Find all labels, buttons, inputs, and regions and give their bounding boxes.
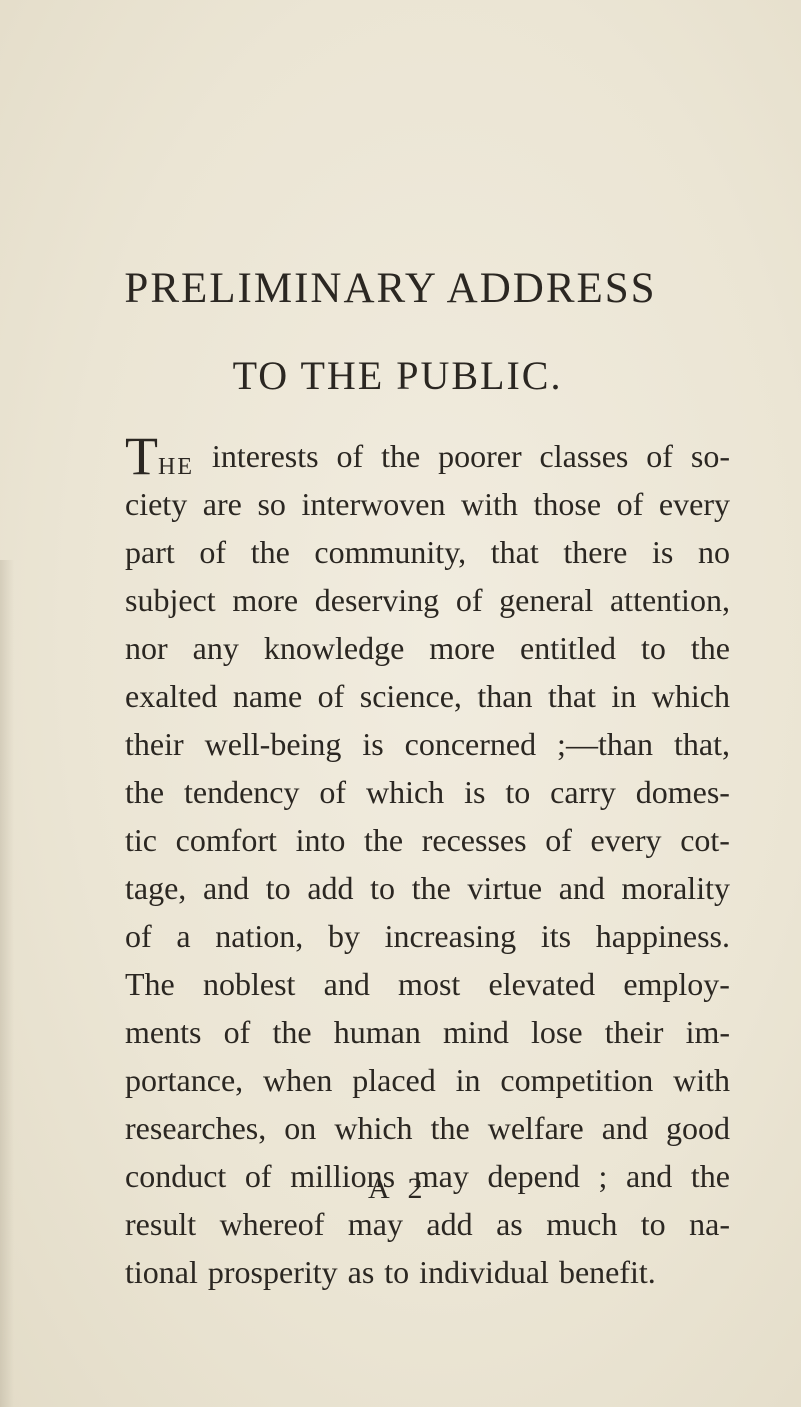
word: whereof	[219, 1206, 325, 1242]
word: The	[125, 966, 175, 1002]
word: the	[690, 1158, 730, 1194]
word: which	[365, 774, 445, 810]
word: its	[540, 918, 572, 954]
page-title: PRELIMINARY ADDRESS	[124, 265, 657, 312]
word: well-being	[204, 726, 342, 762]
word: there	[563, 534, 628, 570]
text-line	[125, 1008, 730, 1056]
word: of	[616, 486, 644, 522]
word: the	[430, 1110, 470, 1146]
word: of	[223, 1014, 251, 1050]
word: ;	[598, 1158, 608, 1194]
text-line	[125, 1248, 730, 1296]
dropcap-rest: HE	[158, 454, 194, 480]
word: in	[455, 1062, 481, 1098]
word: classes	[539, 438, 629, 474]
text-line	[125, 720, 730, 768]
word: deserving	[314, 582, 440, 618]
text-line	[125, 426, 730, 486]
word: than	[477, 678, 533, 714]
word: so	[257, 486, 286, 522]
text-line	[125, 768, 730, 816]
text-line	[125, 480, 730, 528]
word: interwoven	[301, 486, 446, 522]
word: and	[202, 870, 250, 906]
word: increasing	[384, 918, 517, 954]
word: every	[658, 486, 730, 522]
word: poorer	[438, 438, 522, 474]
word: their	[125, 726, 184, 762]
word: human	[333, 1014, 421, 1050]
word: to	[640, 1206, 666, 1242]
text-line	[125, 672, 730, 720]
word: the	[690, 630, 730, 666]
binding-shadow	[0, 560, 14, 1407]
word: to	[505, 774, 531, 810]
text-line	[125, 816, 730, 864]
word: part	[125, 534, 175, 570]
word: result	[125, 1206, 197, 1242]
text-line	[125, 1104, 730, 1152]
word: mind	[443, 1014, 509, 1050]
signature-mark: A 2	[368, 1172, 429, 1205]
word: to	[265, 870, 291, 906]
word: as	[496, 1206, 523, 1242]
word: when	[263, 1062, 333, 1098]
dropcap: T	[125, 426, 158, 486]
text-line	[125, 624, 730, 672]
word: of	[199, 534, 227, 570]
word: by	[327, 918, 360, 954]
word: that,	[673, 726, 730, 762]
word: most	[398, 966, 461, 1002]
word: and	[558, 870, 605, 906]
word: attention,	[609, 582, 730, 618]
word: general	[499, 582, 594, 618]
word: competition	[500, 1062, 654, 1098]
word: may	[413, 1158, 469, 1194]
body-paragraph	[125, 426, 730, 1296]
word: which	[334, 1110, 413, 1146]
word: of	[317, 678, 345, 714]
word: any	[192, 630, 239, 666]
word: the	[272, 1014, 312, 1050]
word: as	[347, 1254, 375, 1290]
word: ciety	[125, 486, 188, 522]
word: community,	[314, 534, 467, 570]
word: with	[673, 1062, 730, 1098]
word: concerned	[404, 726, 537, 762]
word: of	[455, 582, 483, 618]
word: are	[202, 486, 242, 522]
word: and	[323, 966, 370, 1002]
word: add	[426, 1206, 473, 1242]
word: to	[640, 630, 666, 666]
word: no	[697, 534, 730, 570]
word: welfare	[487, 1110, 584, 1146]
word: that	[547, 678, 596, 714]
word: much	[546, 1206, 618, 1242]
text-line	[125, 528, 730, 576]
word: portance,	[125, 1062, 244, 1098]
word: the	[411, 870, 451, 906]
word: recesses	[421, 822, 527, 858]
word: with	[461, 486, 518, 522]
word: researches,	[125, 1110, 267, 1146]
word: morality	[621, 870, 730, 906]
word: ;—than	[557, 726, 654, 762]
word: prosperity	[207, 1254, 338, 1290]
word: nation,	[215, 918, 304, 954]
word: of	[319, 774, 347, 810]
word: individual	[419, 1254, 549, 1290]
word: so-	[690, 438, 730, 474]
word: depend	[487, 1158, 580, 1194]
word: conduct	[125, 1158, 227, 1194]
word: of	[336, 438, 364, 474]
word: every	[590, 822, 662, 858]
text-line	[125, 1056, 730, 1104]
word: is	[651, 534, 674, 570]
word: of	[545, 822, 572, 858]
word: exalted	[125, 678, 218, 714]
dropcap-word	[125, 426, 194, 486]
word: good	[665, 1110, 730, 1146]
word: domes-	[635, 774, 730, 810]
word: to	[384, 1254, 410, 1290]
word: carry	[550, 774, 616, 810]
word: ments	[125, 1014, 202, 1050]
text-line	[125, 960, 730, 1008]
text-line	[125, 864, 730, 912]
word: millions	[290, 1158, 396, 1194]
word: subject	[125, 582, 216, 618]
word: nor	[125, 630, 168, 666]
word: into	[295, 822, 346, 858]
word: a	[176, 918, 191, 954]
word: of	[244, 1158, 272, 1194]
word: comfort	[175, 822, 277, 858]
word: is	[362, 726, 384, 762]
word: the	[250, 534, 290, 570]
word: cot-	[680, 822, 730, 858]
word: those	[533, 486, 602, 522]
word: entitled	[520, 630, 616, 666]
word: is	[464, 774, 486, 810]
word: on	[284, 1110, 317, 1146]
word: im-	[685, 1014, 730, 1050]
word: science,	[359, 678, 462, 714]
word: tendency	[184, 774, 300, 810]
word: employ-	[623, 966, 730, 1002]
word: elevated	[488, 966, 596, 1002]
word: and	[626, 1158, 673, 1194]
word: knowledge	[263, 630, 405, 666]
word: that	[490, 534, 539, 570]
word: na-	[689, 1206, 730, 1242]
text-line	[125, 912, 730, 960]
text-line	[125, 576, 730, 624]
word: tic	[125, 822, 157, 858]
word: of	[646, 438, 673, 474]
page-subtitle: TO THE PUBLIC.	[232, 353, 563, 398]
word: the	[363, 822, 404, 858]
word: placed	[352, 1062, 436, 1098]
word: tional	[125, 1254, 198, 1290]
word: in	[611, 678, 637, 714]
word: virtue	[467, 870, 543, 906]
word: noblest	[202, 966, 296, 1002]
word: of	[125, 918, 152, 954]
word: and	[601, 1110, 648, 1146]
word: more	[429, 630, 496, 666]
word: name	[232, 678, 303, 714]
word: their	[604, 1014, 664, 1050]
word: which	[651, 678, 730, 714]
word: the	[125, 774, 165, 810]
text-line	[125, 1200, 730, 1248]
word: lose	[531, 1014, 583, 1050]
word: the	[381, 438, 421, 474]
word: may	[347, 1206, 403, 1242]
word: benefit.	[558, 1254, 656, 1290]
word: interests	[211, 438, 319, 474]
word: happiness.	[595, 918, 730, 954]
word: to	[370, 870, 396, 906]
word: add	[307, 870, 354, 906]
word: tage,	[125, 870, 187, 906]
word: more	[232, 582, 299, 618]
